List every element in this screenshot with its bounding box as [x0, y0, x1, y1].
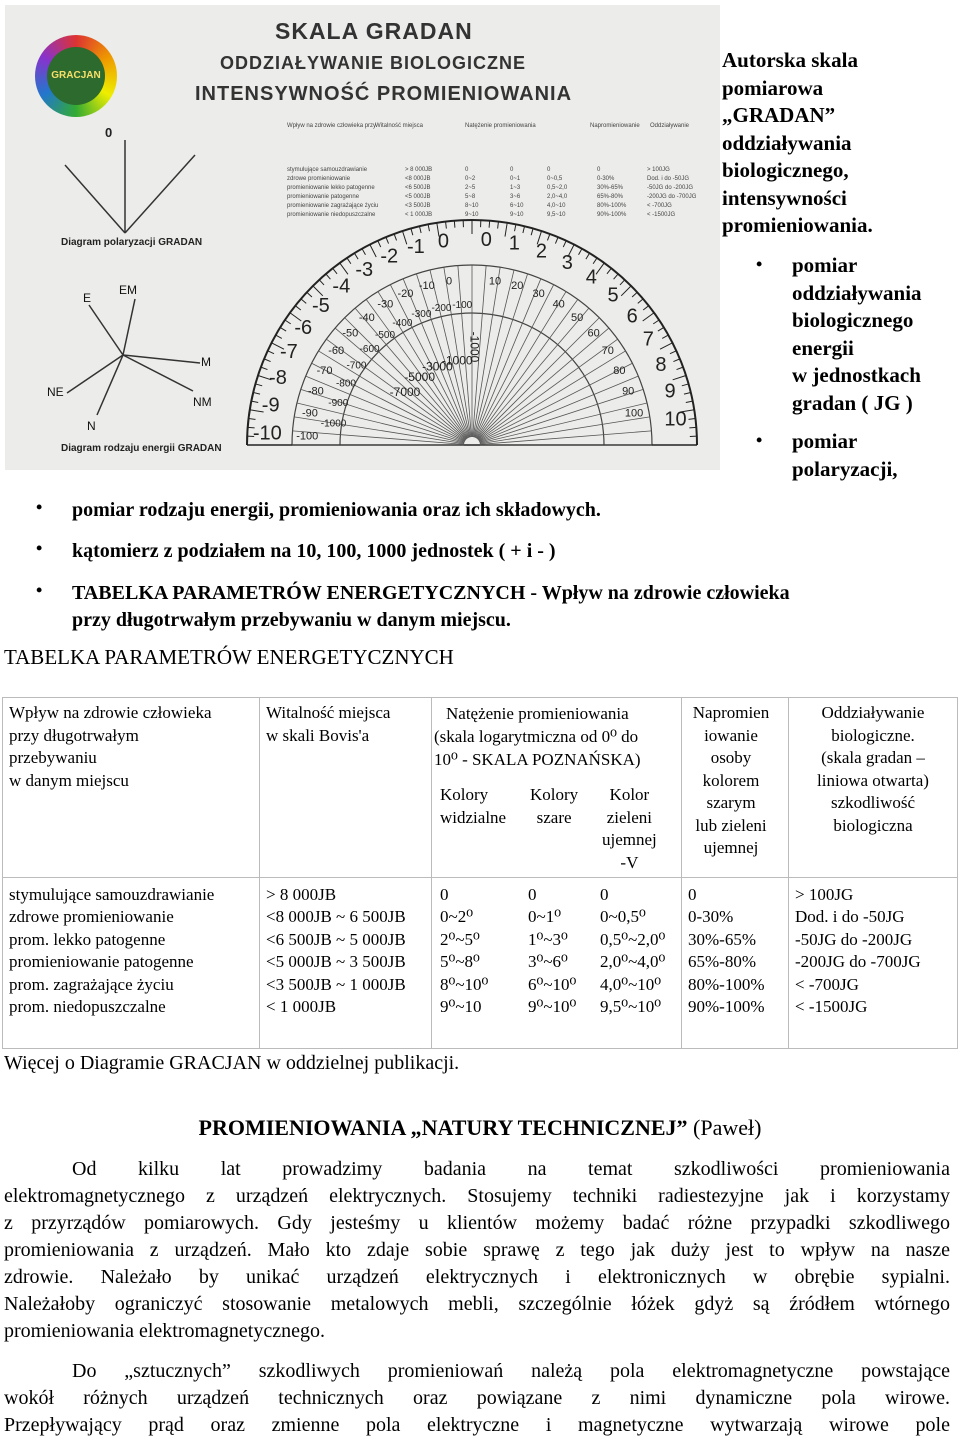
mid-label-left: -70 [316, 364, 333, 377]
protractor-ray [476, 285, 554, 438]
protractor-tick [319, 280, 324, 285]
header-vitality: Witalność miejsca w skali Bovis'a [260, 698, 432, 878]
outer-label-left: -2 [380, 245, 399, 268]
inner-label-left: -800 [335, 378, 356, 390]
protractor-tick [428, 224, 429, 231]
outer-label-right: 10 [664, 408, 687, 431]
inner-label-left: -1000 [320, 418, 347, 430]
protractor-ray [480, 431, 651, 444]
outer-label-right: 7 [642, 328, 654, 351]
protractor-tick [686, 401, 693, 402]
protractor-tick [555, 237, 558, 243]
section-title: PROMIENIOWANIA „NATURY TECHNICZNEJ” (Paweł) [198, 1115, 762, 1140]
protractor-tick [547, 234, 549, 241]
vector-label-n: N [87, 419, 96, 433]
cell-biological-impact: > 100JG Dod. i do -50JG -50JG do -200JG -200JG do -700JG < -700JG < -1500JG [789, 877, 958, 1049]
inner-label-left: -400 [392, 318, 413, 330]
protractor-tick [505, 223, 507, 237]
bullet-dot: • [756, 254, 763, 274]
vector-label-m: M [201, 355, 211, 369]
bullet-dot: • [36, 497, 43, 517]
col-negative-green: 0 0~0,5⁰ 0,5⁰~2,0⁰ 2,0⁰~4,0⁰ 4,0⁰~10⁰ 9,5⁰~10⁰ [600, 884, 666, 1016]
protractor-tick [333, 268, 337, 273]
outer-label-left: 0 [437, 230, 450, 253]
bullet-table-line-2: przy długotrwałym przebywaniu w danym miejscu. [72, 609, 511, 631]
bullet-dot: • [756, 430, 763, 450]
inner-label-left: -900 [328, 398, 349, 410]
outer-label-right: 5 [607, 284, 619, 307]
table-title: TABELKA PARAMETRÓW ENERGETYCZNYCH [4, 645, 454, 669]
mid-label-right: 50 [571, 311, 584, 324]
caption-line: „GRADAN” [722, 103, 836, 127]
mid-label-right: 20 [511, 280, 524, 293]
protractor-tick [523, 226, 525, 233]
protractor-tick [268, 351, 274, 354]
header-biological-impact: Oddziaływanie biologiczne. (skala gradan – liniowa otwarta) szkodliwość biologiczna [789, 698, 958, 878]
protractor-tick [670, 351, 676, 354]
protractor-tick [673, 359, 679, 362]
mid-label-left: -50 [342, 327, 359, 340]
table-body-row [3, 877, 958, 1049]
protractor-tick [276, 335, 282, 338]
outer-label-right: 8 [655, 353, 667, 376]
protractor-tick [596, 263, 604, 274]
outer-label-left: -4 [332, 275, 351, 298]
vector-label-em: EM [119, 283, 137, 297]
inner-label-left: -600 [359, 344, 380, 356]
logo-text: GRACJAN [47, 47, 105, 105]
col-visible-colors: 0 0~2⁰ 2⁰~5⁰ 5⁰~8⁰ 8⁰~10⁰ 9⁰~10 [440, 884, 489, 1016]
energy-parameters-table [2, 697, 958, 1049]
caption-line: biologicznego, [722, 158, 849, 182]
radial-label-left: -7000 [389, 384, 421, 399]
protractor-tick [620, 280, 625, 285]
caption-line: Autorska skala [722, 48, 858, 72]
radial-label-center: -1000 [467, 331, 482, 363]
mid-label-left: -10 [418, 280, 435, 293]
outer-label-left: -3 [355, 258, 374, 281]
protractor-ray [480, 389, 644, 442]
caption-bullet-2: pomiar polaryzacji, [792, 429, 898, 481]
outer-label-left: -9 [261, 394, 280, 417]
mid-label-right: 100 [624, 407, 644, 420]
figure-subtitle: ODDZIAŁYWANIE BIOLOGICZNE [220, 53, 526, 73]
protractor-tick [394, 234, 396, 241]
bullet-protractor: kątomierz z podziałem na 10, 100, 1000 jednostek ( + i - ) [72, 540, 556, 562]
caption-line: promieniowania. [722, 213, 873, 237]
inner-label-left: -300 [411, 309, 432, 321]
protractor-tick [607, 268, 611, 273]
protractor-ray [480, 403, 647, 443]
protractor-tick [643, 306, 648, 310]
figure-caption [722, 47, 957, 240]
mid-label-left: -40 [358, 311, 375, 324]
sub-gray-colors: Kolory szare [530, 785, 579, 827]
energy-vector-0 [89, 305, 123, 355]
mid-label-left: -100 [296, 430, 319, 443]
table-header-row [3, 698, 958, 878]
inner-label-left: -700 [346, 360, 367, 372]
outer-label-right: 2 [535, 240, 548, 263]
mid-label-left: -90 [302, 407, 318, 420]
protractor-tick [531, 228, 533, 235]
caption-bullet-1: pomiar oddziaływania biologicznego energii w jednostkach gradan ( JG ) [792, 253, 922, 415]
protractor-tick [261, 367, 268, 369]
bullet-dot: • [36, 580, 43, 600]
protractor-tick [285, 320, 291, 324]
caption-line: oddziaływania [722, 130, 852, 155]
mid-label-right: 80 [613, 364, 626, 377]
energy-type-diagram-label: Diagram rodzaju energii GRADAN [61, 443, 222, 454]
protractor-tick [386, 237, 389, 243]
protractor-tick [264, 359, 270, 362]
protractor-tick [614, 274, 619, 279]
outer-label-right: 0 [480, 228, 492, 251]
protractor-ray [293, 431, 464, 444]
protractor-tick [515, 224, 516, 231]
protractor-tick [586, 253, 590, 259]
sub-negative-green: Kolor zieleni ujemnej -V [602, 785, 657, 872]
protractor-tick [411, 228, 413, 235]
protractor-tick [638, 299, 643, 304]
mid-label-right: 10 [488, 275, 502, 288]
protractor-tick [579, 249, 582, 255]
protractor-tick [340, 263, 348, 274]
outer-label-left: -6 [294, 316, 313, 339]
protractor-tick [362, 249, 365, 255]
header-health-impact: Wpływ na zdrowie człowieka przy długotrwałym przebywaniu w danym miejscu [3, 698, 260, 878]
outer-label-left: -7 [279, 341, 298, 364]
caption-line: intensywności [722, 185, 847, 210]
outer-label-left: -1 [406, 236, 425, 259]
energy-vector-1 [123, 299, 135, 355]
paragraph-2: Do „sztucznych” szkodliwych promieniowań należą pola elektromagnetyczne powstające wokół różnych urządzeń technicznych oraz powiązane z nimi dynamiczne pola wirowe. Przepływający prąd oraz zmienne pola elektryczne i magnetyczne wytwarzają wirowe pole [4, 1360, 950, 1436]
inner-label-left: -100 [452, 299, 473, 311]
protractor-tick [682, 384, 689, 386]
protractor-tick [347, 258, 351, 264]
protractor-tick [280, 327, 286, 331]
header-intensity: Natężenie promieniowania (skala logarytmiczna od 0⁰ do 10⁰ - SKALA POZNAŃSKA) Kolory widzialne Kolory szare Kolor zieleni ujemnej -V [432, 698, 682, 878]
mid-label-right: 30 [532, 287, 545, 300]
mid-label-left: 0 [445, 275, 453, 288]
outer-label-left: -8 [269, 367, 287, 390]
mid-label-left: -20 [397, 287, 414, 300]
outer-label-right: 3 [561, 251, 573, 274]
figure-title: SKALA GRADAN [275, 18, 473, 44]
more-info-note: Więcej o Diagramie GRACJAN w oddzielnej publikacji. [4, 1052, 460, 1074]
outer-label-left: -10 [252, 422, 282, 445]
radial-label-left: -3000 [422, 359, 453, 374]
protractor-tick [658, 327, 664, 331]
radial-label-left: -5000 [404, 370, 436, 385]
protractor-tick [301, 299, 306, 304]
protractor-tick [660, 343, 672, 349]
caption-line: pomiarowa [722, 75, 824, 100]
mid-label-right: 90 [622, 385, 635, 398]
protractor-tick [255, 384, 262, 386]
bullet-dot: • [36, 538, 43, 558]
outer-label-left: -5 [311, 294, 330, 317]
protractor-tick [653, 320, 659, 324]
vector-label-e: E [83, 291, 92, 305]
protractor-tick [249, 419, 256, 420]
outer-label-right: 6 [626, 305, 638, 328]
figure-subtitle-2: INTENSYWNOŚĆ PROMIENIOWANIA [195, 83, 573, 105]
protractor-tick [563, 241, 566, 247]
protractor-tick [419, 226, 421, 233]
paragraph-1: Od kilku lat prowadzimy badania na temat szkodliwości promieniowania elektromagnetycznego z urządzeń elektrycznych. Stosujemy techniki radiestezyjne jak i korzystamy z przyrządów pomiarowych. Gdy jesteśmy u klientów możemy badać różne przypadki szkodliwego promieniowania z urządzeń. Mało kto zdaje sobie sprawę z tego jak duży jest to wpływ na nasze zdrowie. Należało by unikać urządzeń elektrycznych i elektronicznych w obrębie sypialni. Należałoby ograniczyć stosowanie metalowych mebli, szczególnie łóżek gdyż są źródłem wtórnego promieniowania elektromagnetycznego. [4, 1158, 950, 1342]
gradan-scale-figure [5, 5, 720, 470]
cell-vitality: > 8 000JB <8 000JB ~ 6 500JB <6 500JB ~ 5 000JB <5 000JB ~ 3 500JB <3 500JB ~ 1 000JB < 1 000JB [260, 877, 432, 1049]
outer-label-right: 1 [508, 232, 520, 255]
cell-intensity [432, 877, 682, 1049]
vector-label-ne: NE [47, 385, 64, 399]
bullet-energy-type: pomiar rodzaju energii, promieniowania oraz ich składowych. [72, 499, 601, 521]
energy-vector-4 [123, 355, 193, 391]
protractor-tick [684, 392, 691, 394]
col-gray-colors: 0 0~1⁰ 1⁰~3⁰ 3⁰~6⁰ 6⁰~10⁰ 9⁰~10⁰ [528, 884, 577, 1016]
energy-vector-2 [123, 355, 200, 363]
polar-zero-label: 0 [105, 125, 113, 140]
bullet-table-line-1: TABELKA PARAMETRÓW ENERGETYCZNYCH - Wpływ na zdrowie człowieka [72, 582, 790, 604]
protractor-ray [301, 389, 465, 442]
mid-label-left: -30 [377, 298, 394, 311]
outer-label-right: 9 [664, 380, 676, 403]
inner-label-left: -200 [431, 303, 452, 315]
figure-mini-table: Wpływ na zdrowie człowieka przy Witalność miejsca Natężenie promieniowania Napromieniowanie Oddziaływanie stymulujące samouzdrawianie > 8 000JB 0 0 0 0 > 100JG zdrowe promieniowanie <8 000JB 0~2 0~1 0~0,5 0-30% Dod. i do -50JG promieniowanie lekko patogenne <6 500JB 2~5 1~3 0,5~2,0 30%-65% -50JG do -200JG promieniowanie patogenne <5 000JB 5~8 3~6 2,0~4,0 65%-80% -200JG do -700JG promieniowanie zagrażające życiu <3 500JB 8~10 6~10 4,0~10 80%-100% < -700JG promieniowanie niedopuszczalne < 1 000JB 9~10 9~10 9,5~10 90%-100% < -1500JG [287, 123, 697, 218]
mid-label-right: 40 [552, 298, 565, 311]
protractor-tick [295, 306, 300, 310]
header-irradiation: Napromien iowanie osoby kolorem szarym lub zieleni ujemnej [682, 698, 789, 878]
polar-right-line [125, 155, 195, 233]
protractor-tick [251, 401, 258, 402]
mid-label-right: 70 [601, 345, 614, 358]
cell-health-impact: stymulujące samouzdrawianie zdrowe promieniowanie prom. lekko patogenne promieniowanie patogenne prom. zagrażające życiu prom. niedopuszczalne [3, 877, 260, 1049]
protractor-tick [662, 335, 668, 338]
mid-label-right: 60 [587, 327, 600, 340]
protractor-tick [643, 313, 654, 321]
sub-visible-colors: Kolory widzialne [440, 785, 507, 827]
cell-irradiation: 0 0-30% 30%-65% 65%-80% 80%-100% 90%-100% [682, 877, 789, 1049]
outer-label-right: 4 [585, 266, 597, 289]
protractor-tick [253, 392, 260, 394]
protractor-tick [326, 274, 331, 279]
protractor-tick [621, 286, 631, 296]
inner-label-left: -500 [375, 329, 396, 341]
polar-diagram-label: Diagram polaryzacji GRADAN [61, 237, 203, 248]
protractor-tick [677, 367, 684, 369]
mid-label-left: -60 [328, 345, 345, 358]
radial-label-left: -1000 [441, 353, 473, 368]
vector-label-nm: NM [193, 395, 212, 409]
mid-label-left: -80 [307, 385, 324, 398]
protractor-tick [632, 292, 637, 297]
protractor-tick [688, 419, 695, 420]
protractor-tick [370, 245, 376, 257]
protractor-tick [593, 258, 597, 264]
protractor-tick [689, 427, 696, 428]
protractor-tick [673, 375, 686, 379]
polar-left-line [65, 165, 125, 233]
